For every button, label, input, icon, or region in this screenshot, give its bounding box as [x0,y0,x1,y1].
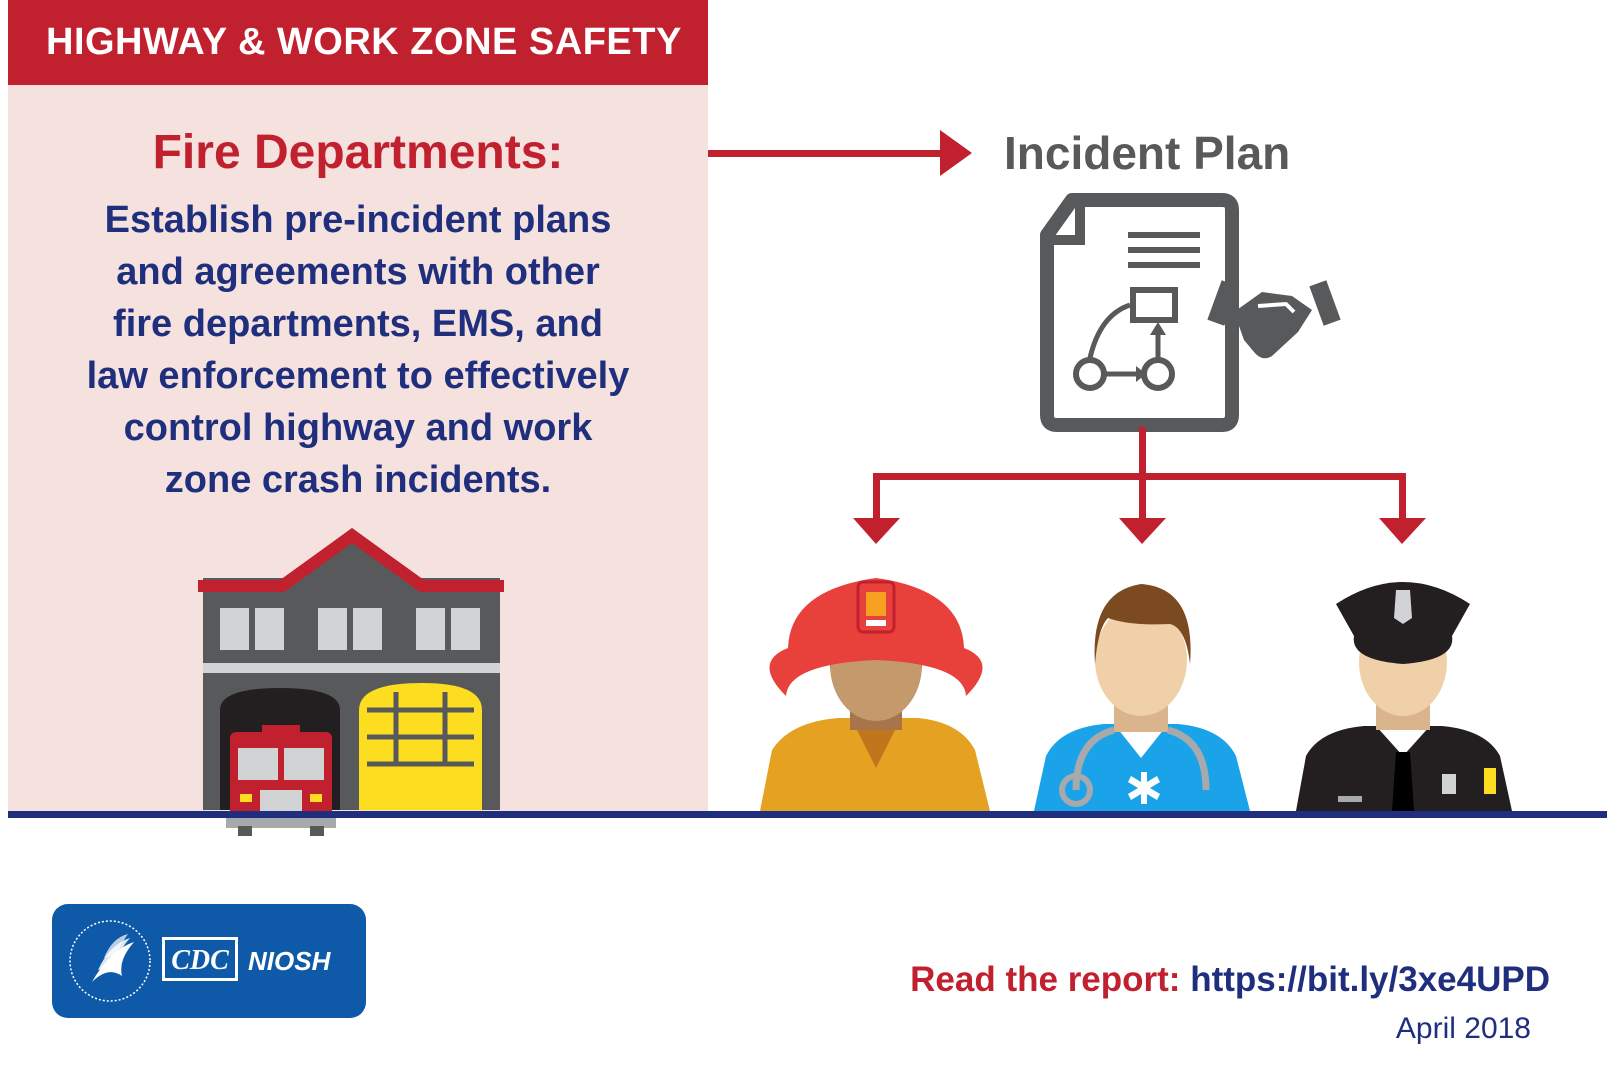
firefighter-icon [760,578,990,811]
incident-plan-title: Incident Plan [1004,127,1291,179]
ground-line [8,811,1607,818]
banner-title: HIGHWAY & WORK ZONE SAFETY [46,21,682,63]
police-officer-icon [1296,582,1512,811]
niosh-wordmark: NIOSH [248,946,331,976]
connector-arrows [853,427,1426,544]
down-arrow-icon [1379,518,1426,544]
report-link[interactable]: https://bit.ly/3xe4UPD [1190,960,1550,999]
document-flowchart-icon [1047,200,1232,425]
cdc-wordmark: CDC [171,945,229,976]
down-arrow-icon [853,518,900,544]
right-arrow-icon [708,130,972,176]
body-line: Establish pre-incident plans [104,199,612,241]
logo-graphic [52,904,366,1018]
hhs-cdc-niosh-logo [52,904,366,1018]
body-line: law enforcement to effectively [86,355,630,397]
body-line: and agreements with other [116,251,600,293]
hhs-seal-icon [70,921,150,1001]
fire-departments-title: Fire Departments: [152,126,564,179]
body-line: control highway and work [123,407,593,449]
publication-date: April 2018 [1395,1012,1531,1045]
paramedic-icon [1034,584,1250,811]
body-line: zone crash incidents. [164,459,552,501]
body-line: fire departments, EMS, and [113,303,603,345]
down-arrow-icon [1119,518,1166,544]
report-label: Read the report: [910,960,1181,999]
report-line [910,960,1550,1000]
fire-truck-icon [226,725,336,836]
